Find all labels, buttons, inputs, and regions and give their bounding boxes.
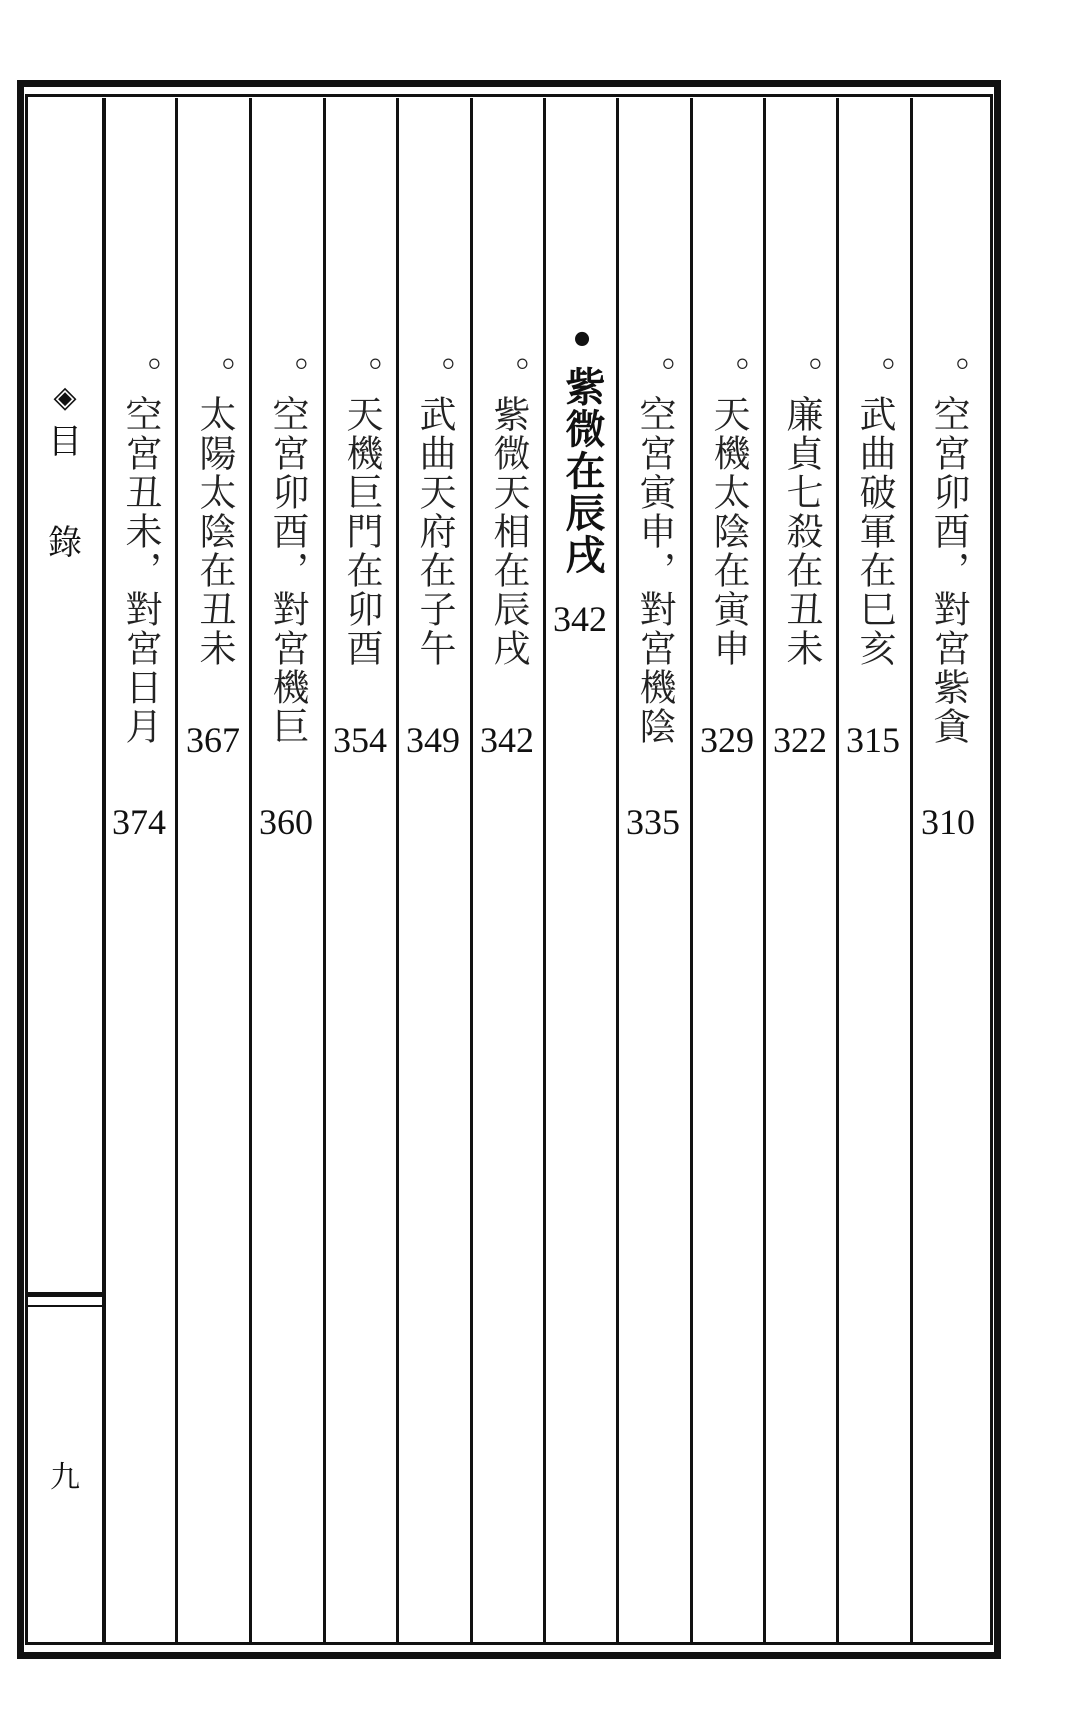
column-divider xyxy=(836,98,839,1645)
column-divider xyxy=(763,98,766,1645)
toc-entry-page: 374 xyxy=(112,802,166,842)
column-divider xyxy=(543,98,546,1645)
sidebar-rule xyxy=(28,1292,105,1297)
toc-entry-title: 。武曲天府在子午 xyxy=(413,356,456,668)
toc-entry-title: 。天機太陰在寅申 xyxy=(707,356,750,668)
sidebar-title-char: 目 xyxy=(48,422,82,462)
toc-entry-title: 。廉貞七殺在丑未 xyxy=(780,356,823,668)
toc-section-page: 342 xyxy=(553,599,607,639)
toc-entry-title: 。空宮卯酉，對宮機巨 xyxy=(266,356,309,746)
column-divider xyxy=(690,98,693,1645)
toc-entry-title: 。空宮卯酉，對宮紫貪 xyxy=(927,356,970,746)
diamond-icon: ◈ xyxy=(53,380,77,415)
page-border-inner xyxy=(25,94,993,1645)
toc-entry-page: 367 xyxy=(186,720,240,760)
column-divider xyxy=(910,98,913,1645)
toc-entry-page: 349 xyxy=(406,720,460,760)
toc-entry-page: 329 xyxy=(700,720,754,760)
toc-entry-page: 354 xyxy=(333,720,387,760)
sidebar-rule xyxy=(28,1305,105,1307)
toc-entry-title: 。空宮寅申，對宮機陰 xyxy=(633,356,676,746)
column-divider xyxy=(470,98,473,1645)
toc-entry-title: 。紫微天相在辰戌 xyxy=(487,356,530,668)
toc-entry-title: 。天機巨門在卯酉 xyxy=(340,356,383,668)
toc-entry-page: 342 xyxy=(480,720,534,760)
toc-entry-page: 310 xyxy=(921,802,975,842)
toc-entry-title: 。武曲破軍在巳亥 xyxy=(853,356,896,668)
toc-entry-page: 335 xyxy=(626,802,680,842)
column-divider xyxy=(396,98,399,1645)
column-divider xyxy=(323,98,326,1645)
sidebar-divider xyxy=(102,98,106,1645)
toc-entry-page: 315 xyxy=(846,720,900,760)
toc-entry-title: 。太陽太陰在丑未 xyxy=(193,356,236,668)
toc-section-title: •紫微在辰戌 xyxy=(559,318,605,576)
column-divider xyxy=(249,98,252,1645)
toc-entry-page: 322 xyxy=(773,720,827,760)
column-divider xyxy=(616,98,619,1645)
page-number: 九 xyxy=(50,1460,80,1495)
sidebar-title-char: 錄 xyxy=(48,523,82,563)
column-divider xyxy=(175,98,178,1645)
toc-entry-title: 。空宮丑未，對宮日月 xyxy=(119,356,162,746)
toc-entry-page: 360 xyxy=(259,802,313,842)
